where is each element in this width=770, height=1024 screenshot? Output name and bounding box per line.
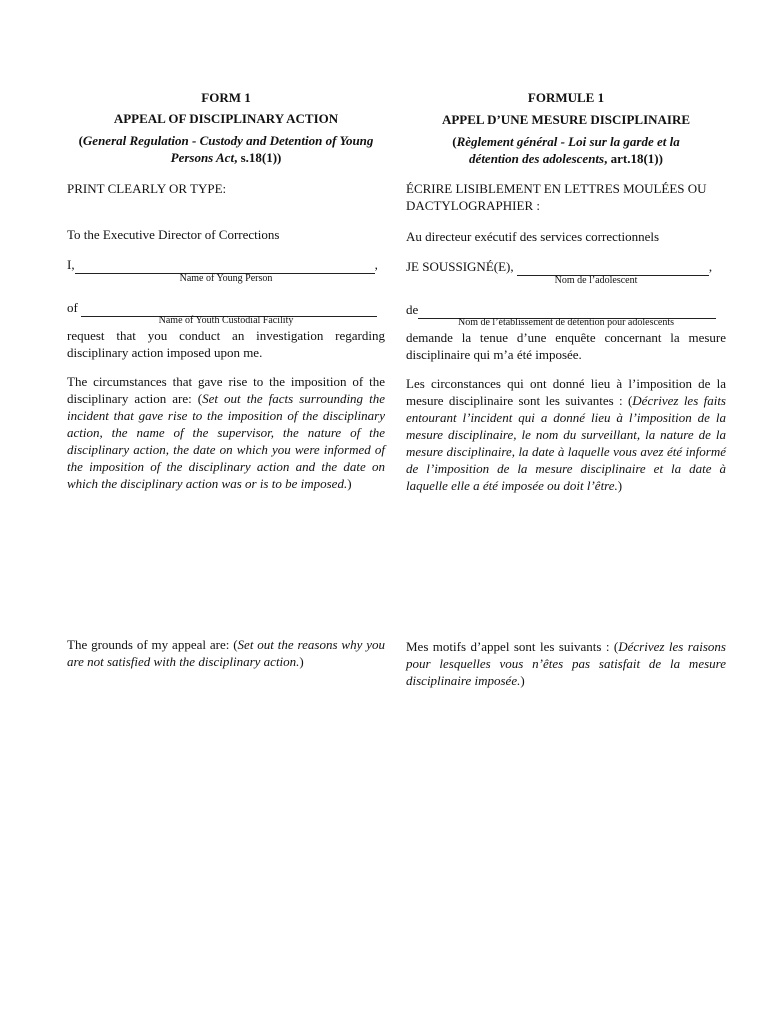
- circumstances-answer-area-fr[interactable]: [406, 490, 726, 630]
- french-column: [406, 0, 726, 1024]
- form-authority: (General Regulation - Custody and Detention of Young Persons Act, s.18(1)): [78, 133, 374, 165]
- facility-name-line-fr: de: [406, 302, 726, 319]
- grounds-statement-fr: Mes motifs d’appel sont les suivants : (Décrivez les raisons pour lesquelles vous n’êtes pas satisfait de la mesure disciplinaire imposée.): [406, 639, 726, 688]
- request-statement: request that you conduct an investigation regarding disciplinary action imposed upon me.: [67, 328, 385, 360]
- young-person-name-line: I, ,: [67, 257, 378, 272]
- circumstances-answer-area[interactable]: [67, 485, 385, 625]
- form-number-fr: FORMULE 1: [527, 90, 605, 105]
- facility-name-caption-fr: Nom de l’établissement de détention pour adolescents: [457, 317, 675, 328]
- english-column: [67, 0, 385, 1024]
- young-person-name-caption-fr: Nom de l’adolescent: [554, 275, 638, 286]
- young-person-name-line-fr: JE SOUSSIGNÉ(E), ,: [406, 259, 713, 274]
- grounds-answer-area[interactable]: [67, 675, 385, 975]
- form-number: FORM 1: [201, 90, 251, 105]
- addressee: To the Executive Director of Corrections: [67, 227, 280, 242]
- form-title: APPEAL OF DISCIPLINARY ACTION: [113, 111, 339, 126]
- grounds-answer-area-fr[interactable]: [406, 692, 726, 972]
- print-instruction: PRINT CLEARLY OR TYPE:: [67, 181, 227, 196]
- facility-name-caption: Name of Youth Custodial Facility: [158, 315, 294, 326]
- facility-name-line: of: [67, 300, 385, 317]
- addressee-fr: Au directeur exécutif des services correctionnels: [406, 229, 660, 244]
- form-title-fr: APPEL D’UNE MESURE DISCIPLINAIRE: [441, 112, 691, 127]
- young-person-name-field[interactable]: [75, 257, 375, 274]
- circumstances-statement-fr: Les circonstances qui ont donné lieu à l’imposition de la mesure disciplinaire sont les suivantes : (Décrivez les faits entourant l’incident qui a donné lieu à l’imposition de la mesure disciplinaire, le nom du surveillant, la nature de la mesure disciplinaire, la date à laquelle vous avez été informé de l’imposition de la mesure disciplinaire et la date à laquelle elle a été imposée ou doit l’être.): [406, 376, 726, 493]
- print-instruction-fr: ÉCRIRE LISIBLEMENT EN LETTRES MOULÉES OU DACTYLOGRAPHIER :: [406, 181, 707, 213]
- request-statement-fr: demande la tenue d’une enquête concernant la mesure disciplinaire qui m’a été imposée.: [406, 330, 726, 362]
- grounds-statement: The grounds of my appeal are: (Set out the reasons why you are not satisfied with the disciplinary action.): [67, 637, 385, 669]
- young-person-name-caption: Name of Young Person: [179, 273, 273, 284]
- form-authority-fr: (Règlement général - Loi sur la garde et la détention des adolescents, art.18(1)): [452, 134, 680, 166]
- young-person-name-field-fr[interactable]: [517, 259, 709, 276]
- circumstances-statement: The circumstances that gave rise to the imposition of the disciplinary action are: (Set out the facts surrounding the incident that gave rise to the imposition of the disciplinary action, the name of the supervisor, the nature of the disciplinary action, the date on which you were informed of the imposition of the disciplinary action and the date on which the disciplinary action was or is to be imposed.): [67, 374, 385, 491]
